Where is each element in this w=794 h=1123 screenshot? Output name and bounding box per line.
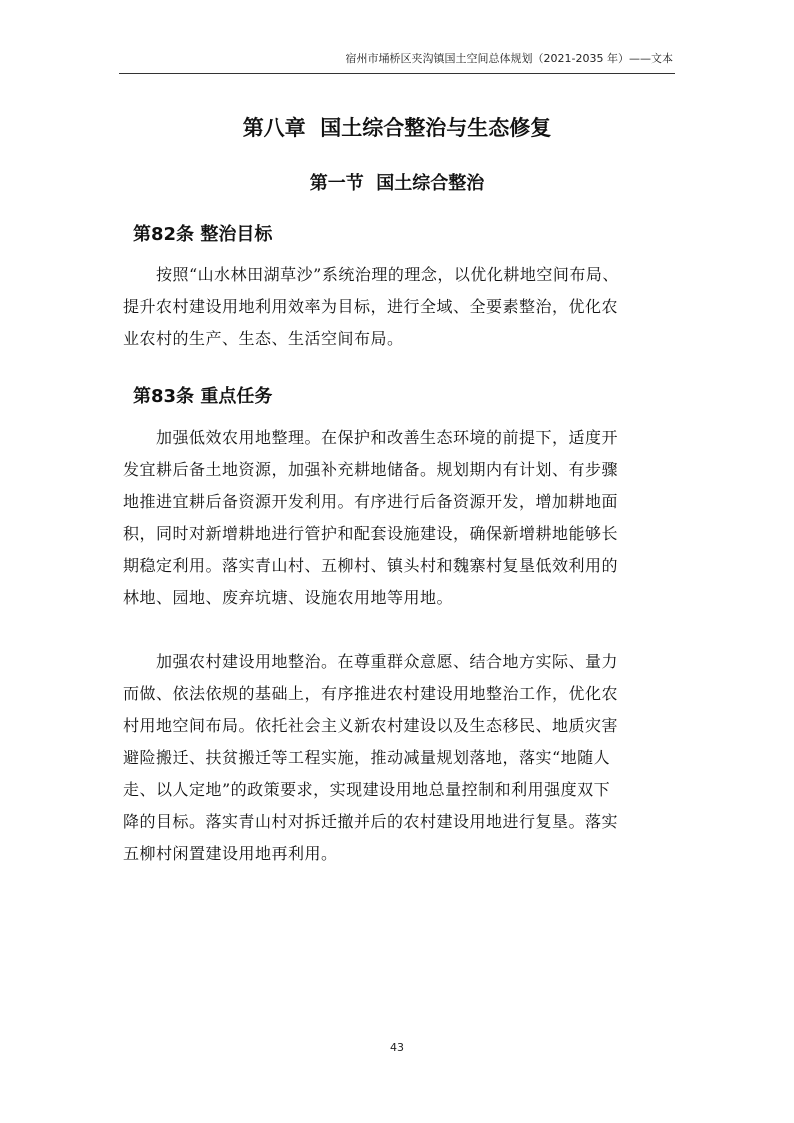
text-line: 发宜耕后备土地资源，加强补充耕地储备。规划期内有计划、有步骤 [123,460,619,479]
text-line: 村用地空间布局。依托社会主义新农村建设以及生态移民、地质灾害 [123,716,619,735]
header-divider [119,73,675,74]
article-82-heading: 第82条 整治目标 [133,224,273,245]
section-title: 第一节 国土综合整治 [309,173,485,194]
article-82-paragraph [123,259,678,355]
text-line: 期稳定利用。落实青山村、五柳村、镇头村和魏寨村复垦低效利用的 [123,556,619,575]
text-line: 地推进宜耕后备资源开发利用。有序进行后备资源开发，增加耕地面 [123,492,619,511]
text-line: 五柳村闲置建设用地再利用。 [123,844,338,863]
text-line: 积，同时对新增耕地进行管护和配套设施建设，确保新增耕地能够长 [123,524,619,543]
running-header: 宿州市埇桥区夹沟镇国土空间总体规划（2021-2035 年）——文本 [345,52,673,65]
text-line: 而做、依法依规的基础上，有序推进农村建设用地整治工作，优化农 [123,684,619,703]
text-line: 提升农村建设用地利用效率为目标，进行全域、全要素整治，优化农 [123,297,619,316]
text-line: 走、以人定地”的政策要求，实现建设用地总量控制和利用强度双下 [123,780,611,799]
text-line: 加强农村建设用地整治。在尊重群众意愿、结合地方实际、量力 [156,652,619,671]
text-line: 业农村的生产、生态、生活空间布局。 [123,329,404,348]
article-83-heading: 第83条 重点任务 [133,386,273,407]
article-83-paragraph-1 [123,422,678,614]
text-line: 按照“山水林田湖草沙”系统治理的理念，以优化耕地空间布局、 [156,265,619,284]
text-line: 降的目标。落实青山村对拆迁撤并后的农村建设用地进行复垦。落实 [123,812,619,831]
text-line: 加强低效农用地整理。在保护和改善生态环境的前提下，适度开 [156,428,619,447]
chapter-title: 第八章 国土综合整治与生态修复 [242,116,552,140]
text-line: 避险搬迁、扶贫搬迁等工程实施，推动减量规划落地，落实“地随人 [123,748,611,767]
page-number: 43 [390,1041,404,1054]
text-line: 林地、园地、废弃坑塘、设施农用地等用地。 [123,588,454,607]
article-83-paragraph-2 [123,646,678,870]
